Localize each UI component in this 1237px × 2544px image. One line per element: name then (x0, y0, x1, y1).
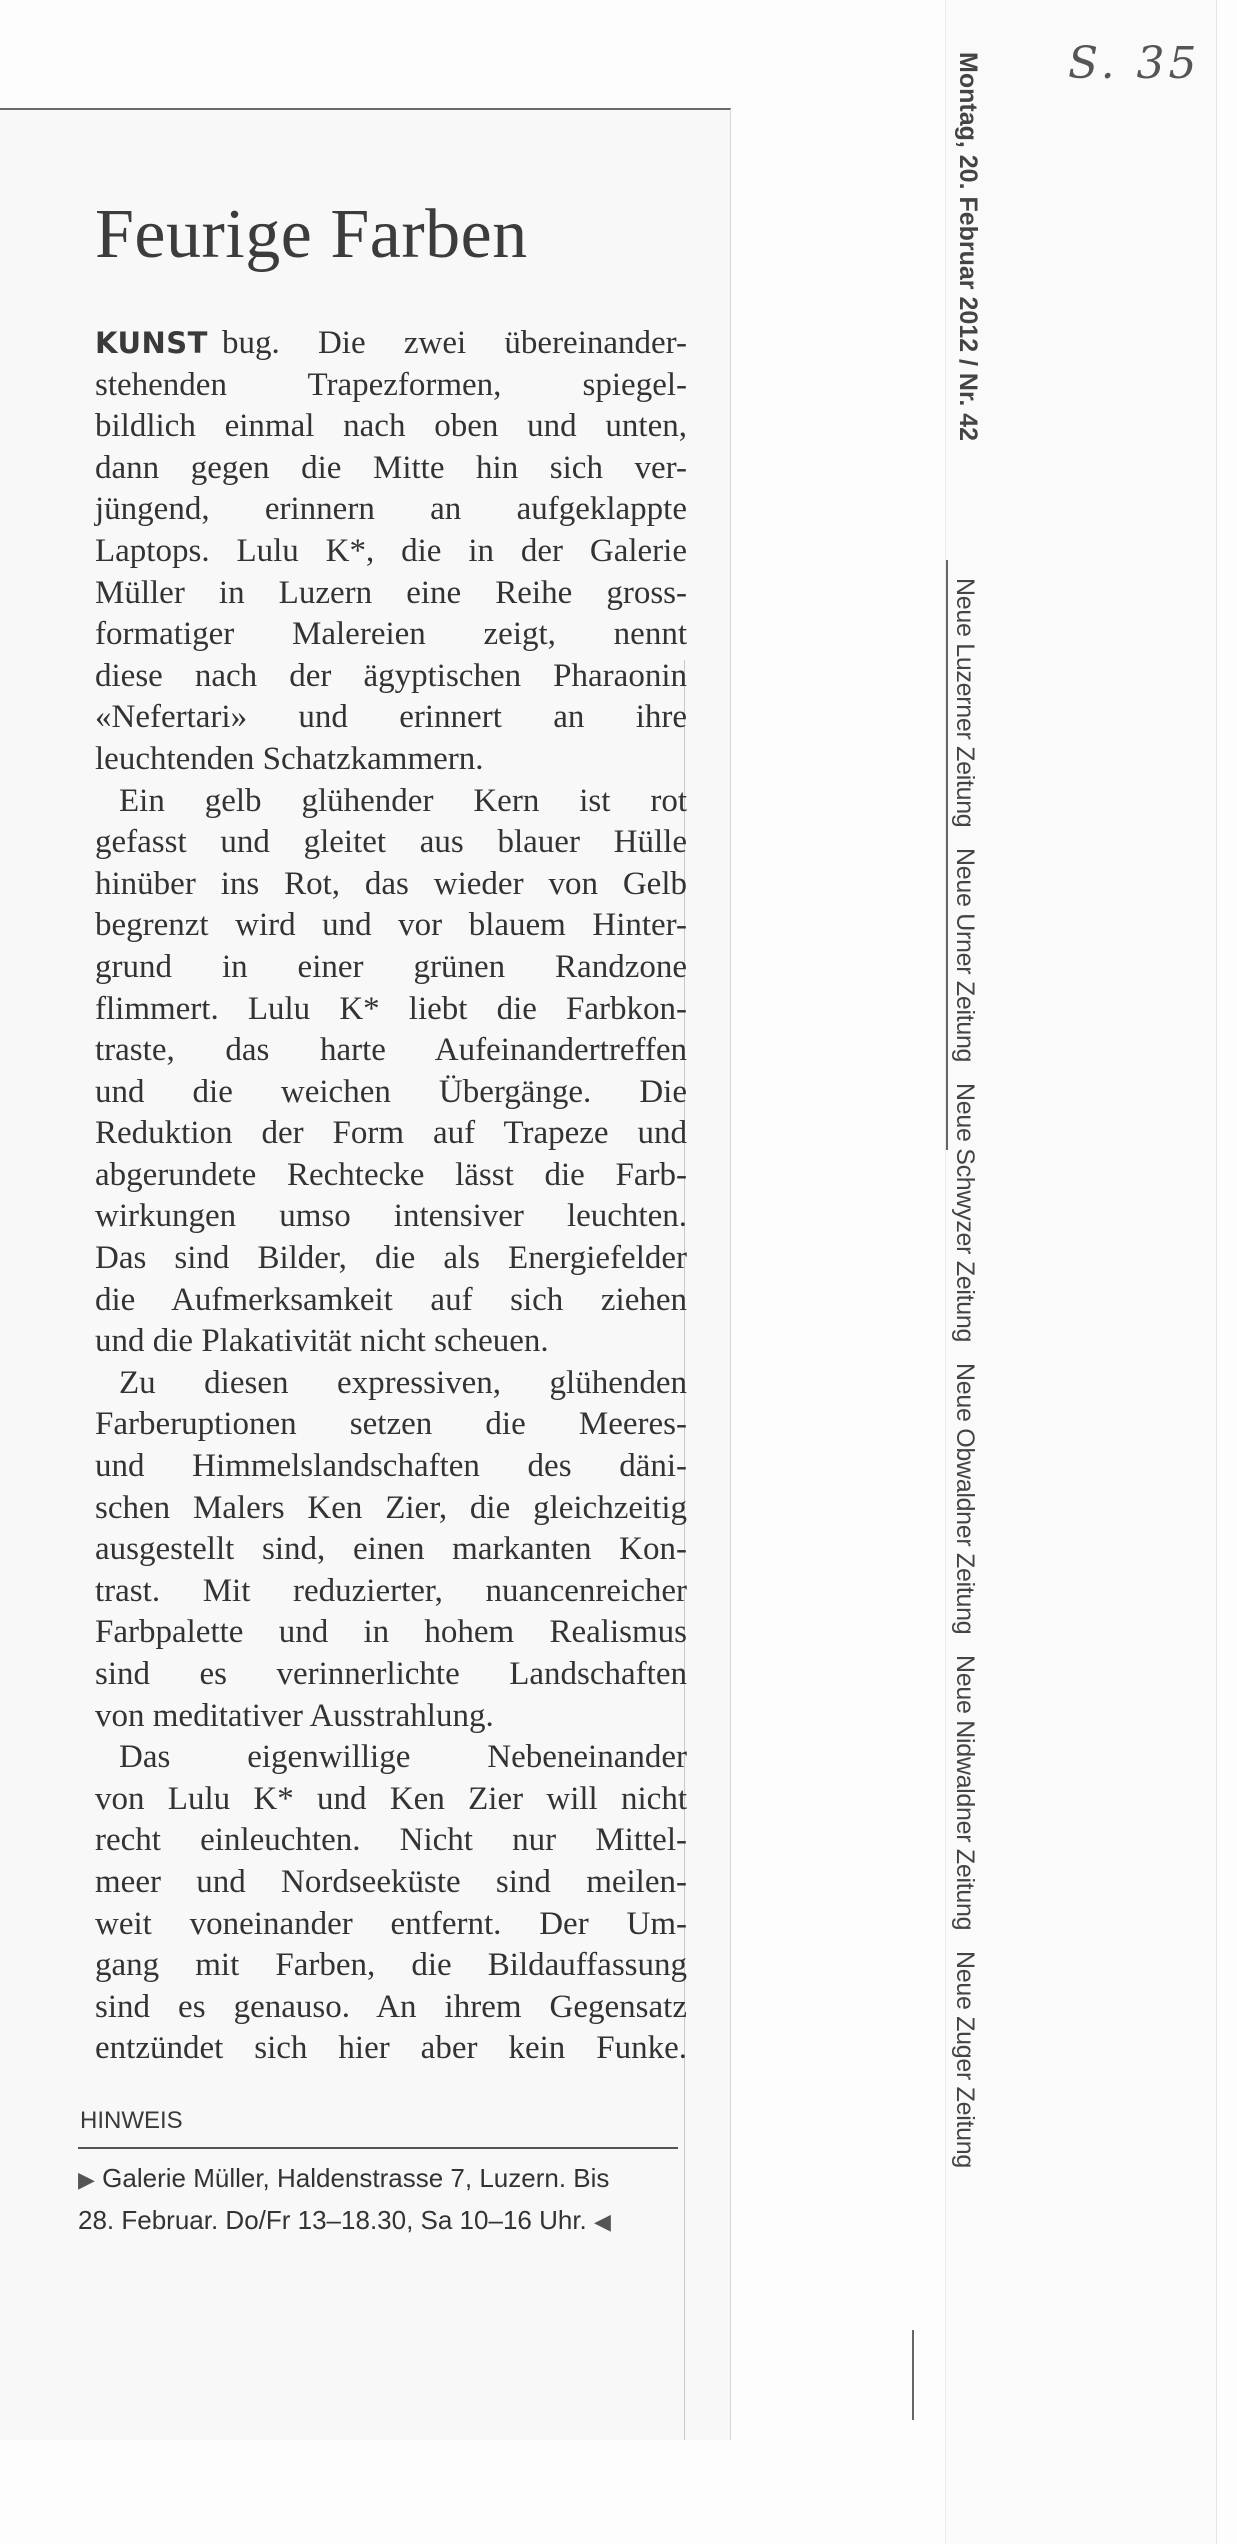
body-line: recht einleuchten. Nicht nur Mittel- (95, 1822, 687, 1859)
body-line: sind es genauso. An ihrem Gegensatz (95, 1988, 687, 2025)
body-line: und die Plakativität nicht scheuen. (95, 1323, 549, 1360)
body-line: und Himmelslandschaften des däni- (95, 1448, 687, 1485)
body-line: Reduktion der Form auf Trapeze und (95, 1115, 687, 1152)
body-line: und die weichen Übergänge. Die (95, 1073, 687, 1110)
body-line: weit voneinander entfernt. Der Um- (95, 1905, 687, 1942)
body-line: wirkungen umso intensiver leuchten. (95, 1198, 687, 1235)
body-line: Ein gelb glühender Kern ist rot (119, 782, 687, 819)
body-line: abgerundete Rechtecke lässt die Farb- (95, 1156, 687, 1193)
body-line: die Aufmerksamkeit auf sich ziehen (95, 1281, 687, 1318)
info-box-rule (78, 2147, 678, 2149)
article-body (95, 323, 687, 2070)
body-line: begrenzt wird und vor blauem Hinter- (95, 907, 687, 944)
triangle-left-icon: ◀ (594, 2209, 611, 2234)
newspaper-name: Neue Schwyzer Zeitung (951, 1082, 979, 1342)
newspaper-name: Neue Zuger Zeitung (951, 1950, 979, 2168)
info-box-label: HINWEIS (80, 2107, 183, 2134)
info-line-2: 28. Februar. Do/Fr 13–18.30, Sa 10–16 Uhr. (78, 2205, 587, 2235)
body-line: «Nefertari» und erinnert an ihre (95, 699, 687, 736)
body-line: stehenden Trapezformen, spiegel- (95, 366, 687, 403)
section-kicker: KUNST (95, 326, 208, 360)
body-line: entzündet sich hier aber kein Funke. (95, 2030, 687, 2067)
body-line: jüngend, erinnern an aufgeklappte (95, 491, 687, 528)
handwritten-page-note: S. 35 (1068, 38, 1201, 89)
body-line: Farbpalette und in hohem Realismus (95, 1614, 687, 1651)
triangle-right-icon: ▶ (78, 2167, 95, 2192)
issue-date: Montag, 20. Februar 2012 / Nr. 42 (954, 52, 982, 442)
body-line: trast. Mit reduzierter, nuancenreicher (95, 1572, 687, 1609)
newspaper-name: Neue Luzerner Zeitung (951, 578, 979, 828)
body-line: Das sind Bilder, die als Energiefelder (95, 1240, 687, 1277)
body-line: leuchtenden Schatzkammern. (95, 740, 484, 777)
body-line: flimmert. Lulu K* liebt die Farbkon- (95, 990, 687, 1027)
body-line: bildlich einmal nach oben und unten, (95, 408, 687, 445)
body-line: formatiger Malereien zeigt, nennt (95, 616, 687, 653)
body-line: Zu diesen expressiven, glühenden (119, 1364, 687, 1401)
info-box-text (78, 2158, 698, 2242)
body-line: Müller in Luzern eine Reihe gross- (95, 574, 687, 611)
body-line: Laptops. Lulu K*, die in der Galerie (95, 532, 687, 569)
body-line: dann gegen die Mitte hin sich ver- (95, 449, 687, 486)
body-line: diese nach der ägyptischen Pharaonin (95, 657, 687, 694)
body-line: gang mit Farben, die Bildauffassung (95, 1947, 687, 1984)
body-line: Farberuptionen setzen die Meeres- (95, 1406, 687, 1443)
body-line: von meditativer Ausstrahlung. (95, 1697, 494, 1734)
masthead-strip (945, 0, 1217, 2544)
body-line: Das eigenwillige Nebeneinander (119, 1739, 687, 1776)
strip-rule (912, 2330, 914, 2420)
body-line: sind es verinnerlichte Landschaften (95, 1656, 687, 1692)
newspaper-list (950, 578, 979, 2181)
body-line: schen Malers Ken Zier, die gleichzeitig (95, 1489, 687, 1526)
newspaper-name: Neue Urner Zeitung (951, 848, 979, 1063)
body-line: KUNST bug. Die zwei übereinander- (95, 325, 687, 361)
body-line: traste, das harte Aufeinandertreffen (95, 1032, 687, 1069)
body-line: grund in einer grünen Randzone (95, 948, 687, 985)
strip-rule (946, 560, 948, 1150)
newspaper-name: Neue Obwaldner Zeitung (951, 1362, 979, 1634)
body-line: gefasst und gleitet aus blauer Hülle (95, 824, 687, 861)
body-line: hinüber ins Rot, das wieder von Gelb (95, 865, 687, 902)
newspaper-name: Neue Nidwaldner Zeitung (951, 1654, 979, 1930)
body-line: von Lulu K* und Ken Zier will nicht (95, 1780, 687, 1817)
body-line: meer und Nordseeküste sind meilen- (95, 1863, 687, 1900)
article-title: Feurige Farben (95, 196, 528, 273)
info-line-1: Galerie Müller, Haldenstrasse 7, Luzern. Bis (102, 2163, 610, 2193)
body-line: ausgestellt sind, einen markanten Kon- (95, 1531, 687, 1568)
